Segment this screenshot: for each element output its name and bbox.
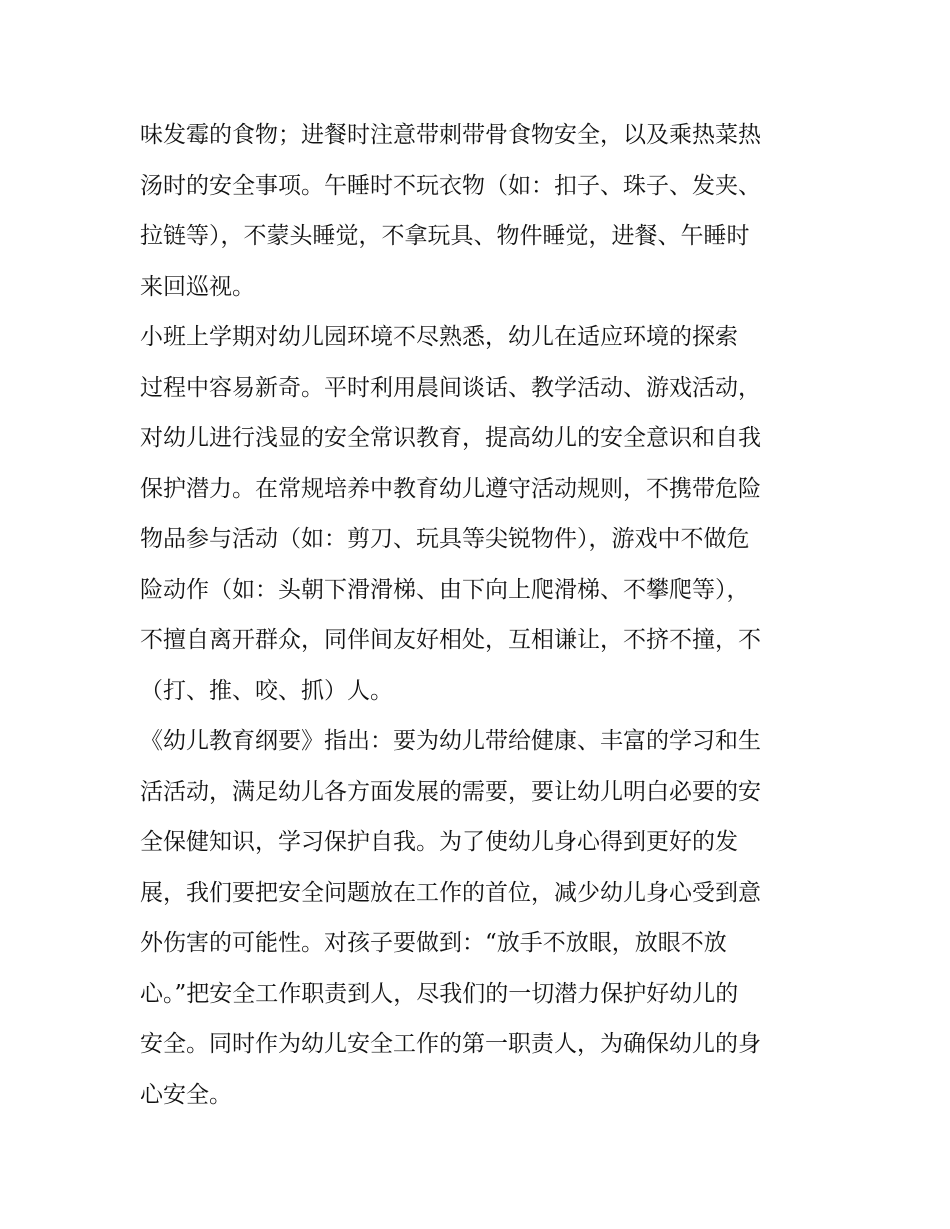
text-line: 对幼儿进行浅显的安全常识教育，提高幼儿的安全意识和自我 [140,425,761,451]
text-line: 保护潜力。在常规培养中教育幼儿遵守活动规则，不携带危险 [140,475,761,502]
text-line: 心。”把安全工作职责到人，尽我们的一切潜力保护好幼儿的 [140,980,739,1007]
text-line: 物品参与活动（如：剪刀、玩具等尖锐物件），游戏中不做危 [140,526,750,552]
text-line: 过程中容易新奇。平时利用晨间谈话、教学活动、游戏活动， [140,374,761,401]
text-line: 汤时的安全事项。午睡时不玩衣物（如：扣子、珠子、发夹、 [140,172,761,199]
text-line: 小班上学期对幼儿园环境不尽熟悉，幼儿在适应环境的探索 [140,324,738,350]
text-line: 展，我们要把安全问题放在工作的首位，减少幼儿身心受到意 [140,879,761,906]
text-line: 《幼儿教育纲要》指出：要为幼儿带给健康、丰富的学习和生 [140,728,761,754]
text-line: 外伤害的可能性。对孩子要做到：“放手不放眼，放眼不放 [140,930,727,956]
text-line: 来回巡视。 [140,273,255,300]
text-line: 心安全。 [140,1081,232,1108]
text-line: 活活动，满足幼儿各方面发展的需要，要让幼儿明白必要的安 [140,778,761,805]
text-line: 拉链等），不蒙头睡觉，不拿玩具、物件睡觉，进餐、午睡时 [140,223,750,249]
text-line: 不擅自离开群众，同伴间友好相处，互相谦让，不挤不撞，不 [140,627,761,653]
text-line: 全保健知识，学习保护自我。为了使幼儿身心得到更好的发 [140,829,738,855]
body-text [140,110,820,1120]
text-line: 安全。同时作为幼儿安全工作的第一职责人，为确保幼儿的身 [140,1031,761,1057]
text-line: （打、推、咬、抓）人。 [140,677,393,704]
text-line: 险动作（如：头朝下滑滑梯、由下向上爬滑梯、不攀爬等）， [140,576,750,603]
text-line: 味发霉的食物；进餐时注意带刺带骨食物安全，以及乘热菜热 [140,122,761,148]
